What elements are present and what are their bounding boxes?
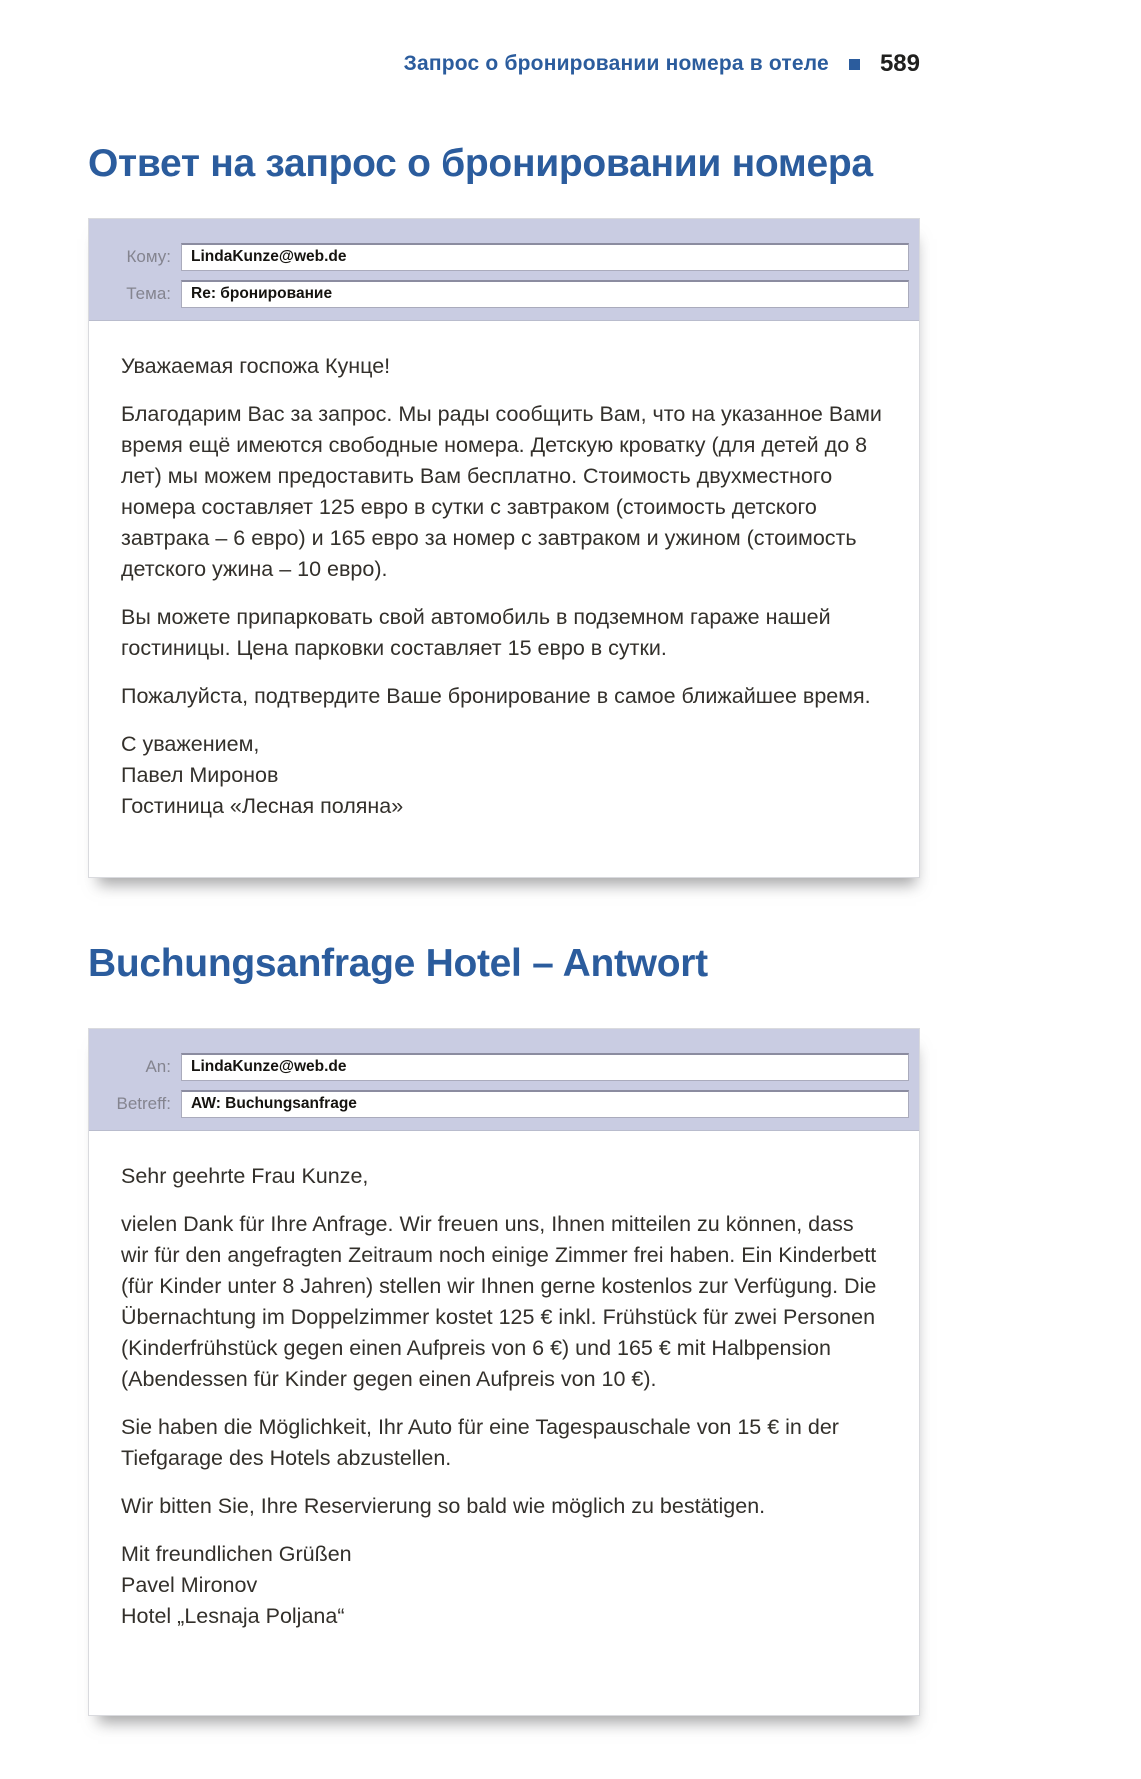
- email-body-russian: [89, 321, 919, 822]
- section-title-german: Buchungsanfrage Hotel – Antwort: [88, 942, 708, 985]
- subject-field-row: [89, 280, 909, 308]
- body-paragraph: Sie haben die Möglichkeit, Ihr Auto für eine Tagespauschale von 15 € in der Tiefgarage des Hotels abzustellen.: [121, 1415, 839, 1470]
- to-field-label: Кому:: [126, 247, 171, 266]
- subject-field-label: Betreff:: [116, 1094, 171, 1113]
- signature-line: Mit freundlichen Grüßen: [121, 1542, 352, 1566]
- to-field-input[interactable]: LindaKunze@web.de: [181, 243, 909, 271]
- email-header-german: [89, 1029, 919, 1131]
- signature-block: [121, 729, 883, 822]
- body-paragraph: Вы можете припарковать свой автомобиль в подземном гараже нашей гостиницы. Цена парковки составляет 15 евро в сутки.: [121, 605, 831, 660]
- email-card-russian: [88, 218, 920, 878]
- square-bullet-icon: [849, 59, 860, 70]
- signature-line: Pavel Mironov: [121, 1573, 258, 1597]
- subject-field-row: [89, 1090, 909, 1118]
- greeting-paragraph: Уважаемая госпожа Кунце!: [121, 354, 391, 378]
- email-body-german: [89, 1131, 919, 1632]
- body-paragraph: vielen Dank für Ihre Anfrage. Wir freuen uns, Ihnen mitteilen zu können, dass wir für den angefragten Zeitraum noch einige Zimmer frei haben. Ein Kinderbett (für Kinder unter 8 Jahren) stellen wir Ihnen gerne kostenlos zur Verfügung. Die Übernachtung im Doppelzimmer kostet 125 € inkl. Frühstück für zwei Personen (Kinderfrühstück gegen einen Aufpreis von 6 €) und 165 € mit Halbpension (Abendessen für Kinder gegen einen Aufpreis von 10 €).: [121, 1212, 877, 1391]
- subject-field-input[interactable]: Re: бронирование: [181, 280, 909, 308]
- signature-line: Павел Миронов: [121, 763, 279, 787]
- subject-field-input[interactable]: AW: Buchungsanfrage: [181, 1090, 909, 1118]
- email-header-russian: [89, 219, 919, 321]
- signature-line: С уважением,: [121, 732, 260, 756]
- signature-block: [121, 1539, 883, 1632]
- to-field-input[interactable]: LindaKunze@web.de: [181, 1053, 909, 1081]
- body-paragraph: Wir bitten Sie, Ihre Reservierung so bald wie möglich zu bestätigen.: [121, 1494, 766, 1518]
- signature-line: Гостиница «Лесная поляна»: [121, 794, 404, 818]
- body-paragraph: Благодарим Вас за запрос. Мы рады сообщить Вам, что на указанное Вами время ещё имеются свободные номера. Детскую кроватку (для детей до 8 лет) мы можем предоставить Вам бесплатно. Стоимость двухместного номера составляет 125 евро в сутки с завтраком (стоимость детского завтрака – 6 евро) и 165 евро за номер с завтраком и ужином (стоимость детского ужина – 10 евро).: [121, 402, 882, 581]
- email-card-german: [88, 1028, 920, 1716]
- running-head: [88, 50, 920, 78]
- body-paragraph: Пожалуйста, подтвердите Ваше бронирование в самое ближайшее время.: [121, 684, 871, 708]
- to-field-label: An:: [145, 1057, 171, 1076]
- to-field-row: [89, 243, 909, 271]
- greeting-paragraph: Sehr geehrte Frau Kunze,: [121, 1164, 369, 1188]
- subject-field-label: Тема:: [126, 284, 171, 303]
- to-field-row: [89, 1053, 909, 1081]
- page-number: 589: [879, 50, 920, 77]
- signature-line: Hotel „Lesnaja Poljana“: [121, 1604, 345, 1628]
- section-title-russian: Ответ на запрос о бронировании номера: [88, 142, 873, 185]
- running-head-title: Запрос о бронировании номера в отеле: [403, 52, 829, 75]
